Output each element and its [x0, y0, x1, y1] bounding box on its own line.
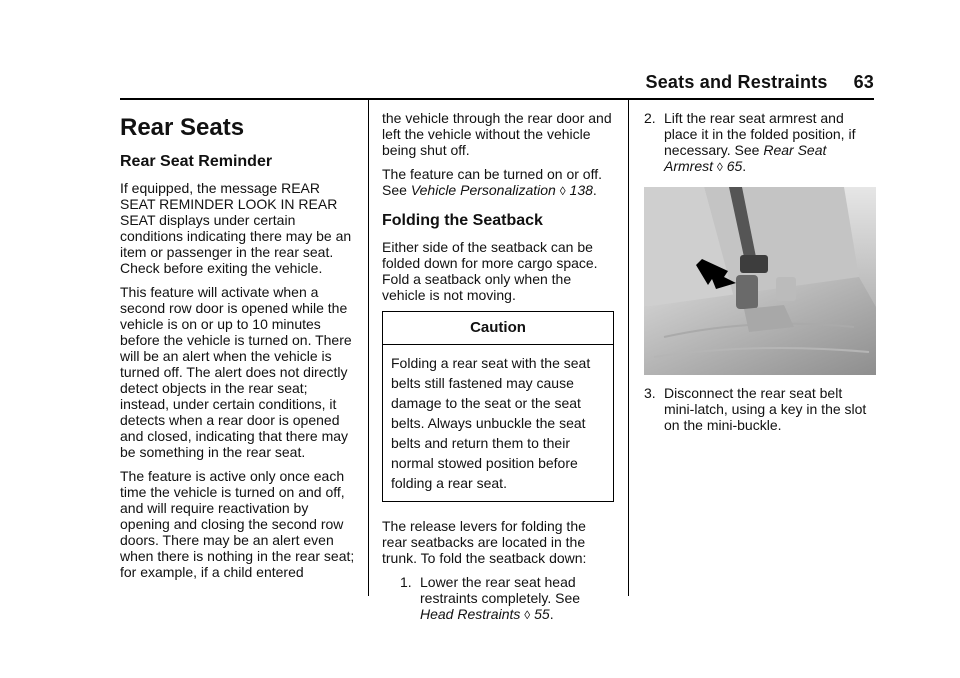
page-ref[interactable]: 55: [534, 606, 550, 622]
column-3: [644, 110, 876, 433]
subsection-heading: Rear Seat Reminder: [120, 153, 273, 170]
head-restraints-link[interactable]: Head Restraints: [420, 606, 521, 622]
paragraph: the vehicle through the rear door and left the vehicle without the vehicle being shut off.: [382, 110, 612, 158]
vehicle-personalization-link[interactable]: Vehicle Personalization: [410, 182, 556, 198]
page-ref-icon: ◊: [716, 160, 723, 174]
column-2: [382, 110, 614, 623]
page-ref-icon: ◊: [559, 184, 566, 198]
paragraph: This feature will activate when a second row door is opened while the vehicle is on or up to 10 minutes before the vehicle is turned on. There will be an alert when the vehicle is turned off. The alert does not directly detect objects in the rear seat; instead, under certain conditions, it detects when a rear door is opened and closed, indicating that there may be something in the rear seat.: [120, 284, 352, 460]
page-header: [646, 72, 875, 93]
paragraph: Either side of the seatback can be folded down for more cargo space. Fold a seatback only when the vehicle is not moving.: [382, 239, 598, 303]
column-divider: [628, 100, 629, 596]
paragraph: The feature can be turned on or off. See Vehicle Personalization ◊ 138.: [382, 166, 603, 198]
caution-box: [382, 311, 614, 502]
caution-body: Folding a rear seat with the seat belts still fastened may cause damage to the seat or the seat belts. Always unbuckle the seat belts and return them to their normal stowed position before folding a rear seat.: [391, 355, 591, 491]
list-item: 2. Lift the rear seat armrest and place it in the folded position, if necessary. See Rear Seat Armrest ◊ 65.: [644, 110, 856, 174]
list-item: 1. Lower the rear seat head restraints completely. See Head Restraints ◊ 55.: [400, 574, 581, 622]
section-title: Seats and Restraints: [645, 72, 828, 92]
paragraph: The feature is active only once each time the vehicle is turned on and off, and will require reactivation by opening and closing the second row doors. There may be an alert even when there is nothing in the rear seat; for example, if a child entered: [120, 468, 355, 580]
section-heading: Rear Seats: [120, 114, 245, 141]
paragraph: If equipped, the message REAR SEAT REMINDER LOOK IN REAR SEAT displays under certain conditions indicating there may be an item or passenger in the rear seat. Check before exiting the vehicle.: [120, 180, 352, 276]
rear-seat-belt-photo: [644, 187, 876, 375]
subsection-heading: Folding the Seatback: [382, 212, 543, 229]
list-item: 3. Disconnect the rear seat belt mini-latch, using a key in the slot on the mini-buckle.: [644, 385, 867, 433]
caution-title: Caution: [383, 312, 613, 345]
column-1: [120, 100, 356, 588]
page-ref[interactable]: 65: [726, 158, 743, 174]
page-ref[interactable]: 138: [569, 182, 593, 198]
paragraph: The release levers for folding the rear seatbacks are located in the trunk. To fold the seatback down:: [382, 518, 587, 566]
rear-seat-armrest-link[interactable]: Rear Seat Armrest: [664, 142, 827, 174]
column-divider: [368, 100, 369, 596]
page-number: 63: [853, 72, 874, 92]
page-ref-icon: ◊: [524, 608, 531, 622]
